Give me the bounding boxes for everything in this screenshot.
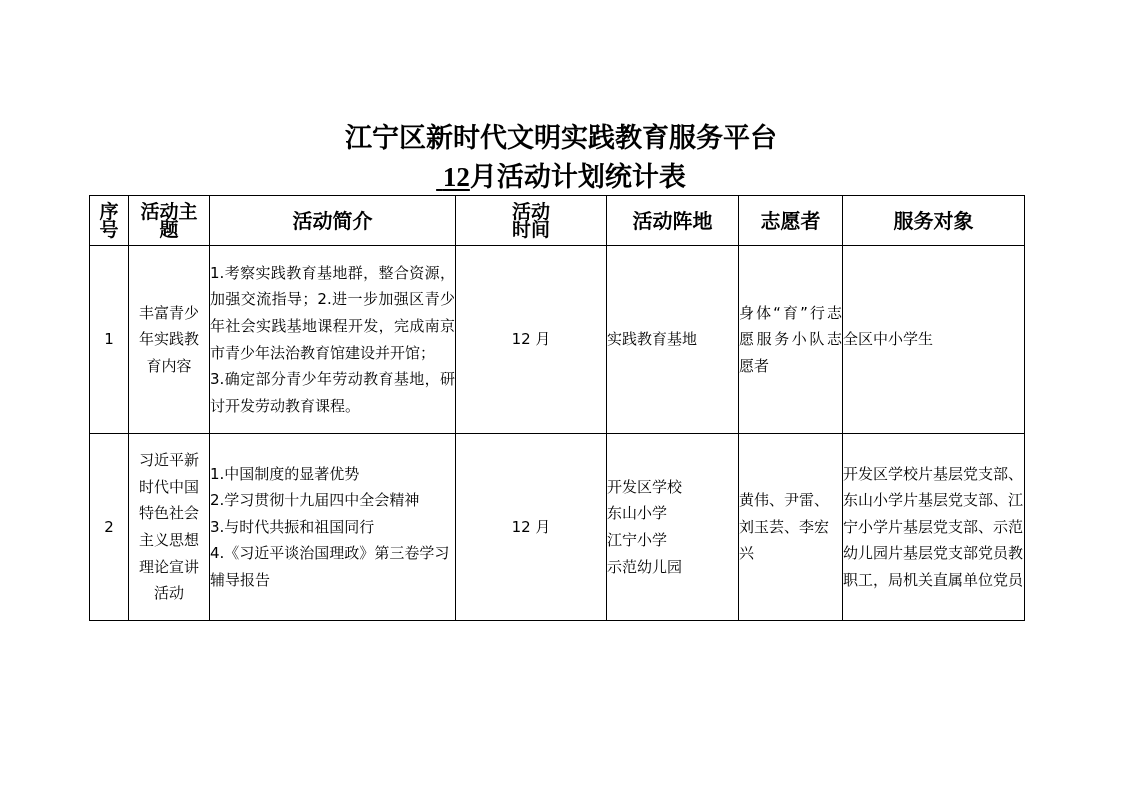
table-row <box>90 434 1025 621</box>
header-theme: 活动主 题 <box>129 196 210 246</box>
header-volunteer: 志愿者 <box>739 196 843 246</box>
table-row <box>90 246 1025 434</box>
header-seq: 序 号 <box>90 196 129 246</box>
header-intro: 活动简介 <box>210 196 456 246</box>
activity-plan-table <box>89 195 1025 621</box>
row1-venue: 实践教育基地 <box>607 246 739 434</box>
row1-volunteer: 身体“育”行志愿服务小队志愿者 <box>739 246 843 434</box>
row2-target: 开发区学校片基层党支部、东山小学片基层党支部、江宁小学片基层党支部、示范幼儿园片基层党支部党员教职工，局机关直属单位党员 <box>843 434 1025 621</box>
row2-volunteer: 黄伟、尹雷、刘玉芸、李宏兴 <box>739 434 843 621</box>
row1-theme: 丰富青少 年实践教 育内容 <box>129 246 210 434</box>
page-title: 江宁区新时代文明实践教育服务平台 <box>345 123 777 154</box>
header-target: 服务对象 <box>843 196 1025 246</box>
table-header-row <box>90 196 1025 246</box>
subtitle-rest: 月活动计划统计表 <box>469 162 686 193</box>
row1-seq: 1 <box>90 246 129 434</box>
header-time: 活动 时间 <box>456 196 607 246</box>
row1-target: 全区中小学生 <box>843 246 1025 434</box>
row2-seq: 2 <box>90 434 129 621</box>
row1-time: 12 月 <box>456 246 607 434</box>
subtitle-month: 12 <box>442 162 470 192</box>
row2-time: 12 月 <box>456 434 607 621</box>
row2-intro: 1.中国制度的显著优势 2.学习贯彻十九届四中全会精神 3.与时代共振和祖国同行 4.《习近平谈治国理政》第三卷学习辅导报告 <box>210 434 456 621</box>
page-subtitle <box>0 160 1122 195</box>
row2-theme: 习近平新 时代中国 特色社会 主义思想 理论宣讲 活动 <box>129 434 210 621</box>
row1-intro: 1.考察实践教育基地群，整合资源，加强交流指导；2.进一步加强区青少年社会实践基地课程开发，完成南京市青少年法治教育馆建设并开馆； 3.确定部分青少年劳动教育基地，研讨开发劳动教育课程。 <box>210 246 456 434</box>
row2-venue: 开发区学校 东山小学 江宁小学 示范幼儿园 <box>607 434 739 621</box>
header-venue: 活动阵地 <box>607 196 739 246</box>
